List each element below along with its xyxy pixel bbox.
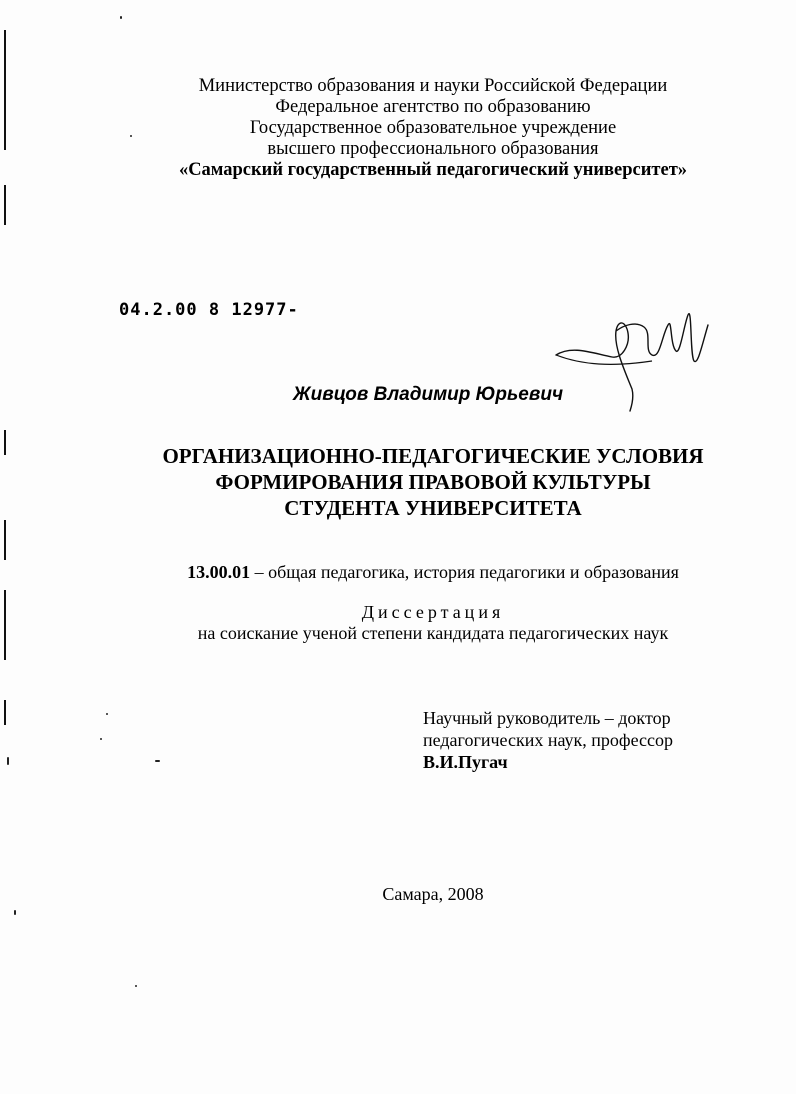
author-name: Живцов Владимир Юрьевич — [293, 384, 564, 405]
dissertation-label: Диссертация — [361, 602, 505, 622]
degree-subtitle: на соискание ученой степени кандидата педагогических наук — [197, 623, 669, 643]
institution-type-line: Государственное образовательное учреждение — [249, 118, 617, 138]
dissertation-title — [0, 443, 796, 521]
institution-header — [0, 76, 796, 181]
advisor-line-1: Научный руководитель – доктор — [423, 708, 671, 728]
title-line-2: ФОРМИРОВАНИЯ ПРАВОВОЙ КУЛЬТУРЫ — [215, 470, 651, 494]
scan-speck — [100, 738, 102, 740]
specialty-code: 13.00.01 — [187, 562, 251, 582]
scan-speck — [130, 135, 132, 137]
title-line-3: СТУДЕНТА УНИВЕРСИТЕТА — [284, 496, 582, 520]
ministry-line: Министерство образования и науки Российской Федерации — [198, 76, 668, 96]
scan-speck — [155, 760, 160, 762]
registration-stamp-code: 04.2.00 8 12977- — [119, 300, 299, 320]
scan-speck — [14, 910, 16, 915]
city-year: Самара, 2008 — [382, 884, 484, 904]
agency-line: Федеральное агентство по образованию — [275, 97, 591, 117]
scientific-advisor — [423, 707, 673, 773]
advisor-line-2: педагогических наук, профессор — [423, 730, 674, 750]
dissertation-type — [0, 602, 796, 644]
scan-speck — [7, 757, 9, 765]
education-level-line: высшего профессионального образования — [267, 139, 599, 159]
scan-speck — [120, 16, 122, 19]
university-name: «Самарский государственный педагогический университет» — [178, 160, 688, 180]
title-line-1: ОРГАНИЗАЦИОННО-ПЕДАГОГИЧЕСКИЕ УСЛОВИЯ — [162, 444, 704, 468]
scan-speck — [106, 713, 108, 715]
advisor-name: В.И.Пугач — [423, 752, 508, 772]
specialty-description: – общая педагогика, история педагогики и образования — [250, 562, 679, 582]
scan-speck — [135, 985, 137, 987]
handwritten-signature — [552, 285, 712, 415]
specialty-line — [0, 562, 796, 583]
